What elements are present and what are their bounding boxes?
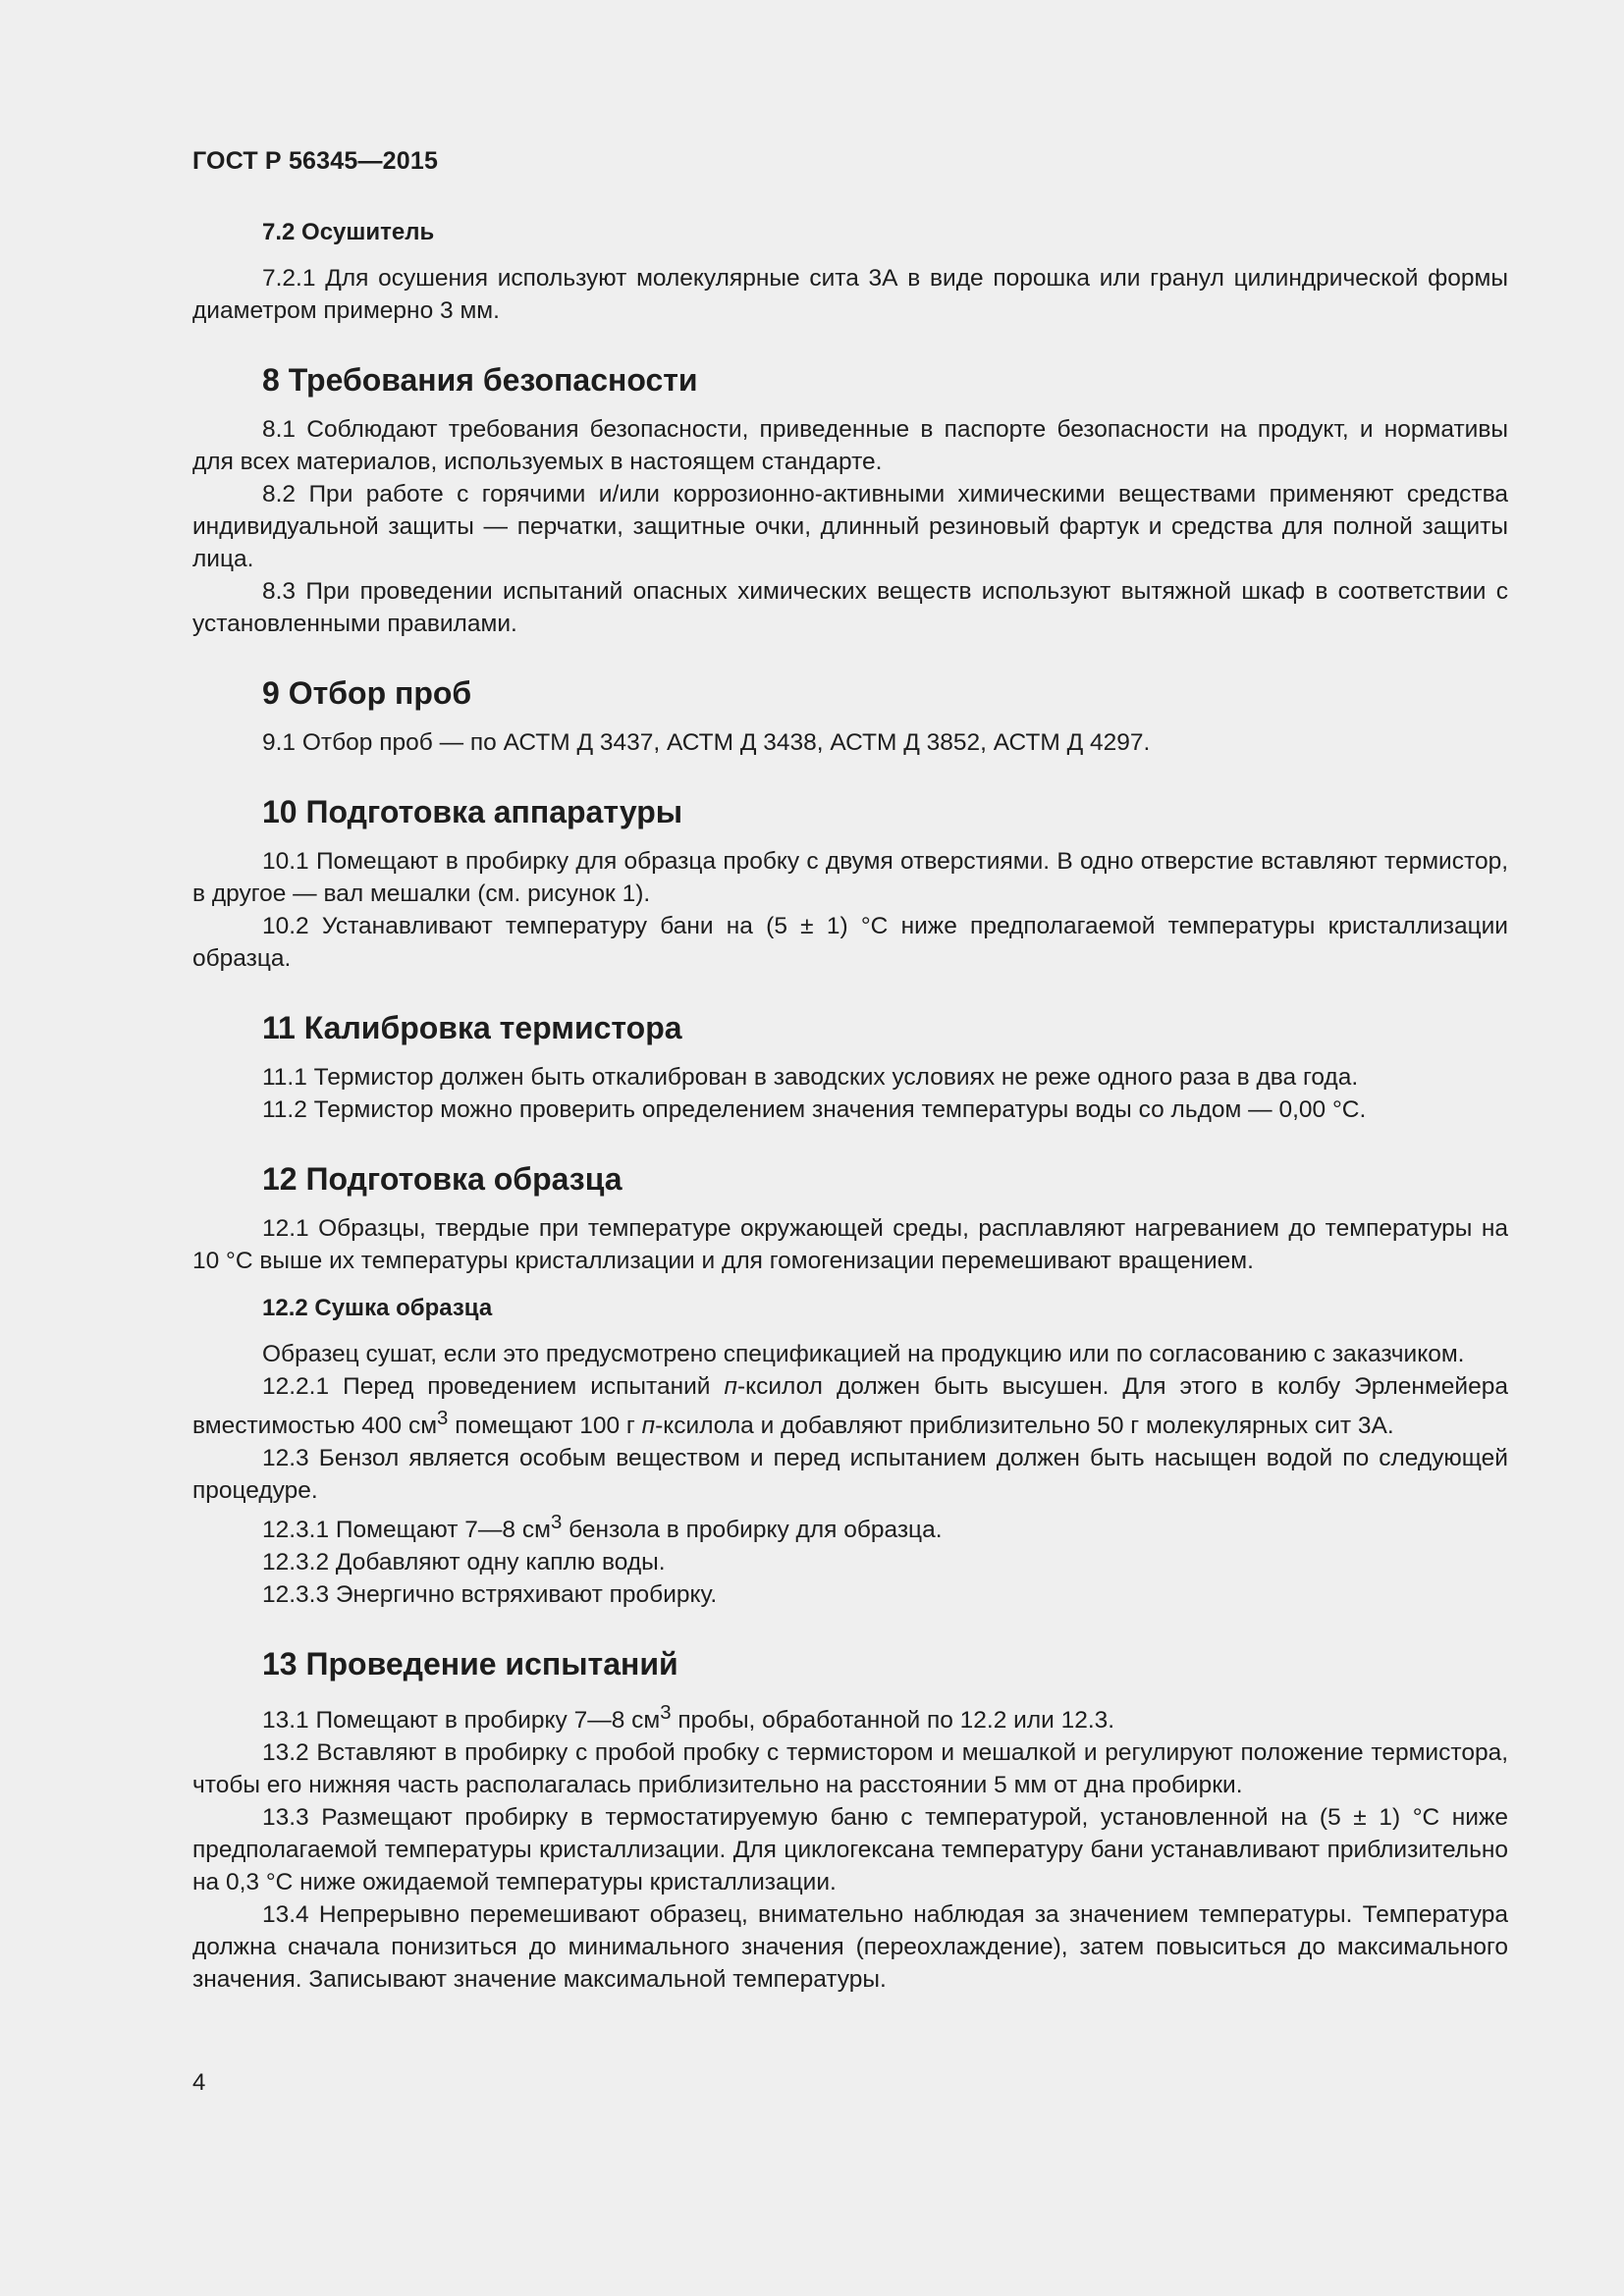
paragraph: 7.2.1 Для осушения используют молекулярные сита 3А в виде порошка или гранул цилиндрической формы диаметром примерно 3 мм. — [192, 265, 1508, 324]
section-12-2 — [192, 1295, 1508, 1611]
section-9 — [192, 673, 1508, 759]
paragraph: 11.2 Термистор можно проверить определением значения температуры воды со льдом — 0,00 °С. — [262, 1096, 1367, 1123]
section-heading: 8 Требования безопасности — [262, 362, 698, 398]
superscript: 3 — [437, 1408, 449, 1429]
section-heading: 9 Отбор проб — [262, 675, 472, 711]
text-run: пробы, обработанной по 12.2 или 12.3. — [671, 1707, 1115, 1735]
section-13 — [192, 1644, 1508, 1996]
paragraph: 12.3.2 Добавляют одну каплю воды. — [262, 1549, 666, 1576]
section-heading: 10 Подготовка аппаратуры — [262, 794, 683, 829]
section-10 — [192, 792, 1508, 975]
paragraph: 12.3.3 Энергично встряхивают пробирку. — [262, 1581, 718, 1609]
paragraph: 8.3 При проведении испытаний опасных химических веществ используют вытяжной шкаф в соответствии с установленными правилами. — [192, 578, 1508, 637]
paragraph — [192, 1507, 1508, 1546]
paragraph — [192, 1697, 1508, 1736]
section-heading: 12 Подготовка образца — [262, 1161, 623, 1197]
subsection-heading: 7.2 Осушитель — [262, 219, 435, 245]
paragraph: 11.1 Термистор должен быть откалиброван в заводских условиях не реже одного раза в два года. — [262, 1064, 1359, 1091]
paragraph — [192, 1370, 1508, 1442]
paragraph: 10.2 Устанавливают температуру бани на (5 ± 1) °С ниже предполагаемой температуры кристаллизации образца. — [192, 913, 1508, 972]
text-run: -ксилол должен быть высушен. Для этого в колбу Эрленмейера вместимостью 400 см — [192, 1373, 1508, 1440]
page-number: 4 — [192, 2069, 206, 2096]
section-8 — [192, 360, 1508, 640]
paragraph: 13.4 Непрерывно перемешивают образец, внимательно наблюдая за значением температуры. Температура должна сначала понизиться до минимального значения (переохлаждение), затем повыситься до максимального значения. Записывают значение максимальной температуры. — [192, 1901, 1508, 1994]
superscript: 3 — [550, 1512, 563, 1534]
paragraph: 12.3 Бензол является особым веществом и перед испытанием должен быть насыщен водой по следующей процедуре. — [192, 1445, 1508, 1505]
document-id: ГОСТ Р 56345—2015 — [192, 147, 439, 175]
text-run: 13.1 Помещают в пробирку 7—8 см — [262, 1707, 661, 1735]
paragraph: 12.1 Образцы, твердые при температуре окружающей среды, расплавляют нагреванием до температуры на 10 °С выше их температуры кристаллизации и для гомогенизации перемешивают вращением. — [192, 1215, 1508, 1274]
text-run: 12.2.1 Перед проведением испытаний — [262, 1373, 725, 1400]
superscript: 3 — [660, 1702, 672, 1725]
section-heading: 13 Проведение испытаний — [262, 1646, 678, 1682]
italic-run: п — [641, 1413, 656, 1440]
text-run: -ксилола и добавляют приблизительно 50 г молекулярных сит 3А. — [655, 1413, 1394, 1440]
italic-run: п — [724, 1373, 737, 1400]
paragraph: 8.1 Соблюдают требования безопасности, приведенные в паспорте безопасности на продукт, и нормативы для всех материалов, используемых в настоящем стандарте. — [192, 416, 1508, 475]
section-12 — [192, 1159, 1508, 1277]
document-page — [192, 147, 1508, 2029]
subsection-heading: 12.2 Сушка образца — [262, 1295, 493, 1321]
section-7-2 — [192, 219, 1508, 327]
text-run: бензола в пробирку для образца. — [562, 1517, 943, 1544]
paragraph: Образец сушат, если это предусмотрено спецификацией на продукцию или по согласованию с заказчиком. — [262, 1341, 1465, 1367]
text-run: помещают 100 г — [448, 1413, 642, 1440]
paragraph: 13.3 Размещают пробирку в термостатируемую баню с температурой, установленной на (5 ± 1) °С ниже предполагаемой температуры кристаллизации. Для циклогексана температуру бани устанавливают приблизительно на 0,3 °С ниже ожидаемой температуры кристаллизации. — [192, 1804, 1508, 1896]
paragraph: 8.2 При работе с горячими и/или коррозионно-активными химическими веществами применяют средства индивидуальной защиты — перчатки, защитные очки, длинный резиновый фартук и средства для полной защиты лица. — [192, 481, 1508, 572]
text-run: 12.3.1 Помещают 7—8 см — [262, 1517, 551, 1544]
paragraph: 10.1 Помещают в пробирку для образца пробку с двумя отверстиями. В одно отверстие вставляют термистор, в другое — вал мешалки (см. рисунок 1). — [192, 848, 1508, 907]
section-11 — [192, 1008, 1508, 1126]
paragraph: 9.1 Отбор проб — по АСТМ Д 3437, АСТМ Д 3438, АСТМ Д 3852, АСТМ Д 4297. — [262, 729, 1151, 756]
paragraph: 13.2 Вставляют в пробирку с пробой пробку с термистором и мешалкой и регулируют положение термистора, чтобы его нижняя часть располагалась приблизительно на расстоянии 5 мм от дна пробирки. — [192, 1739, 1508, 1799]
section-heading: 11 Калибровка термистора — [262, 1010, 682, 1045]
